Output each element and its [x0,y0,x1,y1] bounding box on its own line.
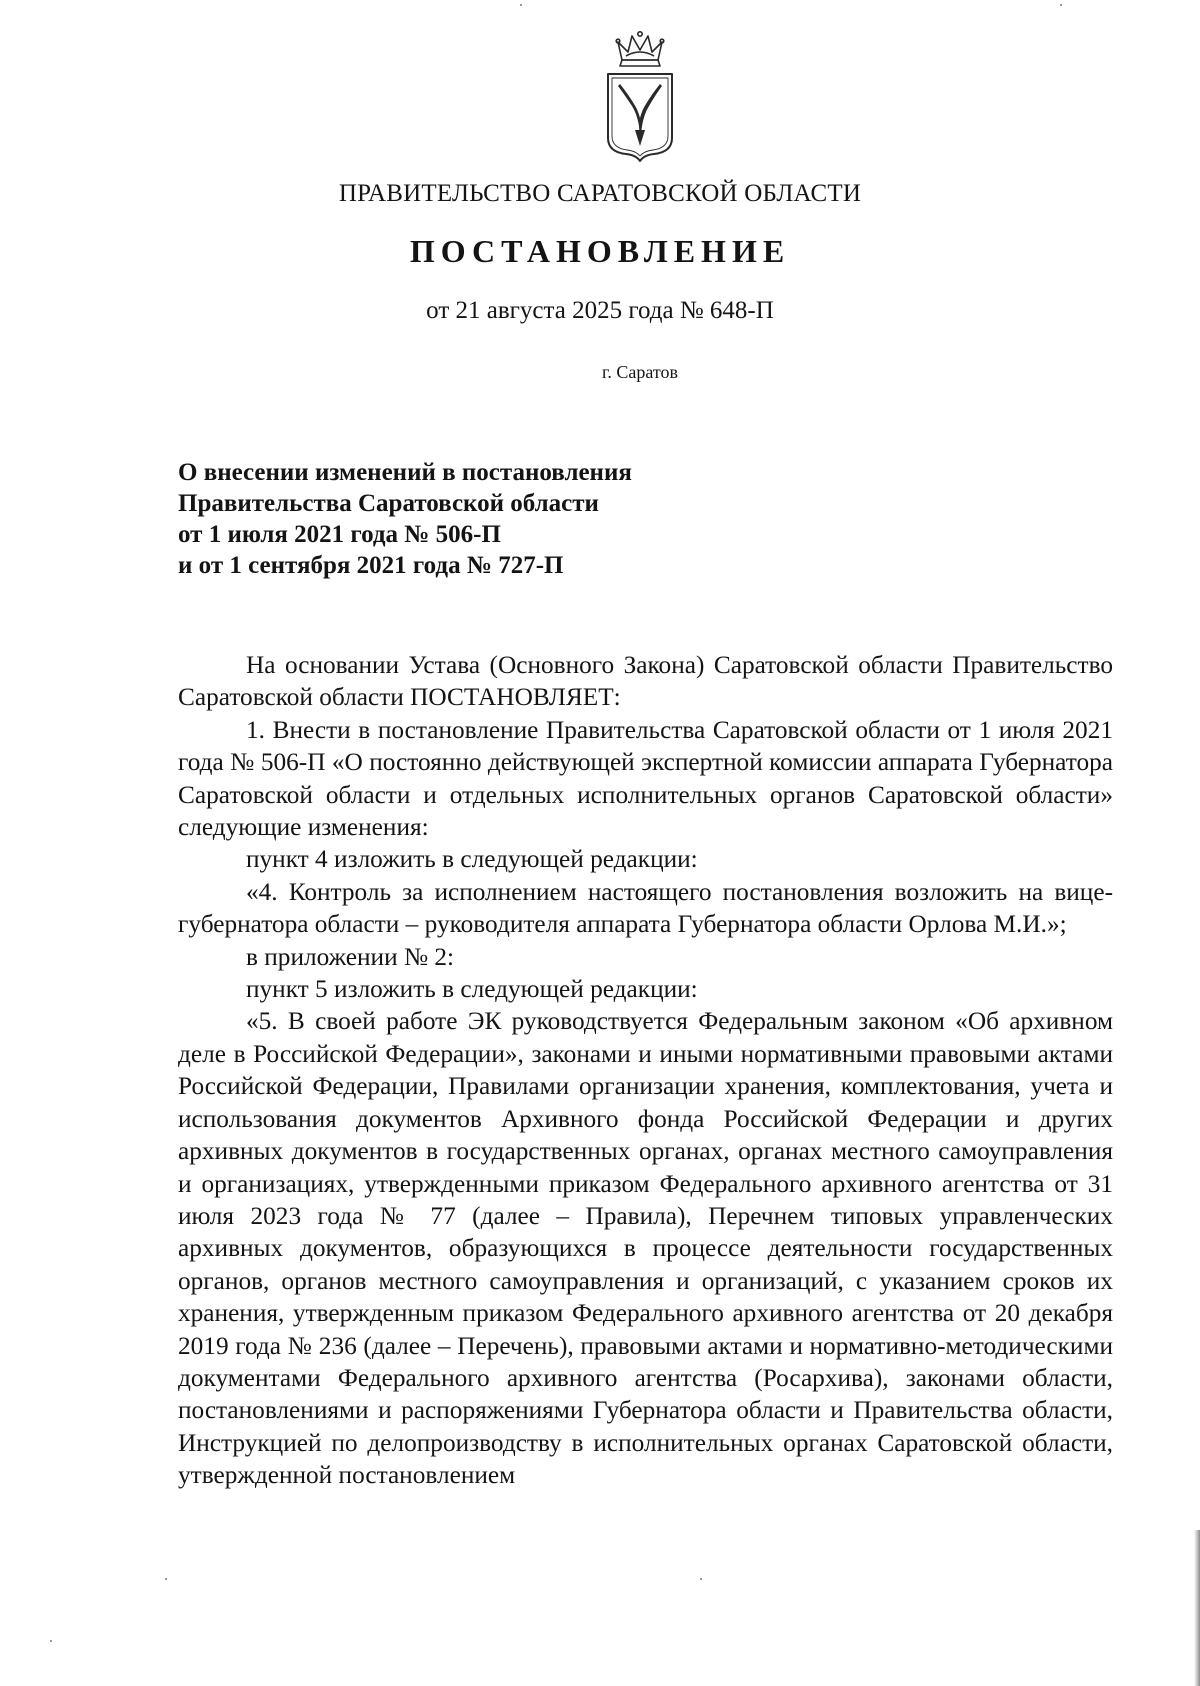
scan-speck [520,4,522,6]
title-line: от 1 июля 2021 года № 506-П [178,521,501,548]
government-name: ПРАВИТЕЛЬСТВО САРАТОВСКОЙ ОБЛАСТИ [338,180,862,207]
paragraph-point-5-text: «5. В своей работе ЭК руководствуется Федеральным законом «Об архивном деле в Российской Федерации», законами и иными нормативными правовыми актами Российской Федерации, Правилами организации хранения, комплектования, учета и использования документов Архивного фонда Российской Федерации и других архивных документов в государственных органах, органах местного самоуправления и организациях, утвержденными приказом Федерального архивного агентства от 31 июля 2023 года № 77 (далее – Правила), Перечнем типовых управленческих архивных документов, образующихся в процессе деятельности государственных органов, органов местного самоуправления и организаций, с указанием сроков их хранения, утвержденным приказом Федерального архивного агентства от 20 декабря 2019 года № 236 (далее – Перечень), правовыми актами и нормативно-методическими документами Федерального архивного агентства (Росархива), законами области, постановлениями и распоряжениями Губернатора области и Правительства области, Инструкцией по делопроизводству в исполнительных органах Саратовской области, утвержденной постановлением [178,1007,1113,1490]
scan-speck [1060,4,1062,6]
paragraph-point-5-intro: пункт 5 изложить в следующей редакции: [246,975,698,1004]
paragraph-appendix-2: в приложении № 2: [246,942,455,971]
document-body [178,649,1113,1492]
document-type: ПОСТАНОВЛЕНИЕ [409,233,791,269]
scan-speck [165,1578,167,1580]
title-line: и от 1 сентября 2021 года № 727-П [178,552,564,579]
document-title [178,457,778,581]
paragraph-basis: На основании Устава (Основного Закона) Саратовской области Правительство Саратовской области ПОСТАНОВЛЯЕТ: [178,651,1113,712]
title-line: Правительства Саратовской области [178,490,599,517]
coat-of-arms-icon [602,30,678,162]
paragraph-item-1: 1. Внести в постановление Правительства Саратовской области от 1 июля 2021 года № 506-П «О постоянно действующей экспертной комиссии аппарата Губернатора Саратовской области и отдельных исполнительных органов Саратовской области» следующие изменения: [178,715,1113,842]
title-line: О внесении изменений в постановления [178,459,632,486]
paragraph-point-4-intro: пункт 4 изложить в следующей редакции: [246,845,698,874]
document-date-number: от 21 августа 2025 года № 648-П [426,297,774,324]
scan-edge-shadow [1194,1530,1200,1686]
paragraph-point-4-text: «4. Контроль за исполнением настоящего постановления возложить на вице-губернатора области – руководителя аппарата Губернатора области Орлова М.И.»; [178,877,1113,939]
scan-speck [700,1578,702,1580]
scan-speck [50,1640,52,1642]
document-city: г. Саратов [602,362,678,382]
